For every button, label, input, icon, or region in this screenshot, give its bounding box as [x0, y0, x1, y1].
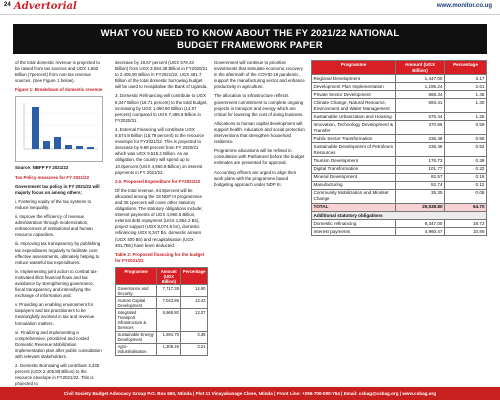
table-cell: 668.34	[396, 91, 445, 99]
revenue-chart	[16, 97, 102, 161]
table-row	[116, 309, 208, 331]
policy-item: ii. Improve the efficiency of revenue administration through modernization, enhancement of institutional and human resource capacities.	[15, 214, 93, 238]
table-total-row	[312, 203, 487, 211]
paragraph: 3. Domestic Refinancing will contribute to UGX 8,347 Billion (18.71 percent) to the total budget, increasing by UGX 1,060.90 Billion (14.57 percent) compared to UGX 7,486.5 Billion in FY2020/21.	[115, 93, 208, 123]
table-row	[312, 99, 487, 113]
table-cell: 1,195.24	[396, 83, 445, 91]
table-cell: Private Sector Development	[312, 91, 396, 99]
column-2	[115, 60, 208, 356]
table-cell: Public Sector Transformation	[312, 135, 396, 143]
table-header-row	[116, 267, 208, 284]
paragraph: Accounting officers are urged to align their work plans with the programme based budgeting approach under NDP III.	[214, 169, 297, 187]
chart-bar	[87, 147, 94, 149]
chart-bar	[32, 107, 39, 149]
table-cell: 1,447.00	[396, 75, 445, 83]
table-header: Percentage	[181, 267, 208, 284]
table-cell: 64.70	[445, 203, 487, 211]
table-cell: 1,309.26	[157, 343, 181, 355]
table-row	[312, 121, 487, 135]
table-cell: 14.90	[181, 285, 208, 297]
policy-heading: Tax Policy measures for FY 2021/22	[15, 174, 90, 180]
table-cell: Agro-Industrialisation	[116, 343, 157, 355]
table-cell: Innovation, Technology Development & Transfer	[312, 121, 396, 135]
table-cell: 7,043.86	[157, 297, 181, 309]
table-cell: 2.61	[445, 83, 487, 91]
table-row	[312, 228, 487, 236]
paragraph: Of the total revenue, 64.9percent will be allocated among the 18 NDP III programmes and 35.1percent will cover other statutory obligations. The statutory obligations include; interest payments of UGX 4,960.5 Billion, external debt repayment (UGX 1,854.2 Bn), project support (UGX 8,074.9 bn), domestic refinancing UGX 8,347 Bn, domestic arrears (UGX 400 Bn) and recapitalisation (UGX 481.7Bn) have been deducted.	[115, 187, 203, 248]
table-cell: 0.08	[445, 189, 487, 203]
table-cell: Tourism Development	[312, 157, 396, 165]
table-cell: 35.35	[396, 189, 445, 203]
table-cell: 10.86	[445, 228, 487, 236]
table-cell: Manufacturing	[312, 181, 396, 189]
table-row	[312, 113, 487, 121]
policy-item: v. Providing an enabling environment for taxpayers and tax practitioners to be meaningfully involved in tax and revenue formulation matters.	[15, 302, 95, 326]
chart-bar	[65, 145, 72, 149]
chart-bar	[43, 141, 50, 149]
page-number: 24	[4, 2, 11, 8]
table-cell: 101.77	[396, 165, 445, 173]
intro-paragraph: of the total domestic revenue is projected to be raised from tax sources and UGX 1,562 Billion (7percent) from non-tax revenue sources. (See Figure 1 below).	[15, 60, 100, 84]
expenditure-heading: 2.0. Proposed Expenditure for FY2021/22	[115, 178, 201, 184]
column-1	[15, 60, 103, 390]
paragraph: Government will continue to prioritise investments that stimulate economic recovery in the aftermath of the COVID-19 pandemic, support the manufacturing sector and enhance productivity in agriculture.	[214, 60, 305, 90]
table-row	[312, 165, 487, 173]
table-row	[312, 157, 487, 165]
table-cell: 8,347.00	[396, 220, 445, 228]
borrowing-paragraph: 2. Domestic Borrowing will contribute 3,435 percent (UGX 2,405.88 Billion) to the resource envelope in FY2021/22. This is projected to	[15, 363, 100, 387]
footer-bar: Civil Society Budget Advocacy Group P.O. Box 660, Ntinda | Plot 11 Vinayakanage Close, Ntinda | Front Line: +256-700-000-764 | Email: csbag@csbag.org | www.csbag.org	[0, 387, 500, 400]
table-section-label: Additional statutory obligations	[312, 211, 487, 219]
table-row	[312, 75, 487, 83]
table-row	[116, 285, 208, 297]
table-row	[312, 135, 487, 143]
chart-bar	[54, 137, 61, 149]
table-cell: 0.22	[445, 165, 487, 173]
policy-item: vi. Finalizing and implementing a comprehensive, prioritized and costed Domestic Revenue Mobilization implementation plan after public consultation with relevant stakeholders.	[15, 329, 102, 359]
table-cell: 3.17	[445, 75, 487, 83]
allocation-table	[311, 60, 487, 236]
column-3	[214, 60, 306, 191]
table-cell: 1.30	[445, 99, 487, 113]
table-cell: 5,968.80	[157, 309, 181, 331]
table-cell: 0.56	[445, 135, 487, 143]
table-row	[312, 220, 487, 228]
table-cell: 3.21	[181, 343, 208, 355]
table-cell: Community Mobilization and Mindset Change	[312, 189, 396, 203]
table-cell: 0.18	[445, 173, 487, 181]
table-cell: 7,717.39	[157, 285, 181, 297]
table-cell: 1.26	[445, 113, 487, 121]
table-cell: 0.39	[445, 157, 487, 165]
table-cell: 1.45	[445, 91, 487, 99]
table-cell: 235.48	[396, 135, 445, 143]
paragraph: decrease by 18.67 percent (UGX 579.43 Billion) from UGX 3,084.38 Billion in FY2020/21 to 2,405.90 Billion in FY2021/22. UGX 481.7 Billion of the total domestic borrowing budget will be used to recapitalise the Bank of Uganda.	[115, 60, 208, 90]
table-row	[116, 297, 208, 309]
table-cell: 82.57	[396, 173, 445, 181]
table-section-row	[312, 211, 487, 219]
table-header-row	[312, 61, 487, 75]
figure-source: Source: NBFP FY 2021/22	[15, 165, 69, 171]
brand-text: www.monitor.co.ug	[436, 3, 492, 9]
table-cell: Interest payments	[312, 228, 396, 236]
table-cell: Governance and Security	[116, 285, 157, 297]
table-row	[116, 343, 208, 355]
section-tag: Advertorial	[14, 1, 77, 12]
paragraph: Programme allocations will be refined in consultation with Parliament before the budget estimates are presented for approval.	[214, 148, 305, 166]
headline-banner	[13, 24, 487, 54]
table-row	[312, 91, 487, 99]
table-cell: TOTAL	[312, 203, 396, 211]
table-caption: Table 2: Proposed financing for the budget for FY2021/22	[115, 251, 205, 263]
table-row	[312, 143, 487, 157]
table-cell: 29,538.80	[396, 203, 445, 211]
table-cell: 13.43	[181, 297, 208, 309]
table-header: Amount (UGX Billion)	[396, 61, 445, 75]
table-cell: 0.52	[445, 143, 487, 157]
table-cell: Sustainable Development of Petroleum Resources	[312, 143, 396, 157]
revenue-figure	[15, 96, 103, 162]
table-cell: 235.48	[396, 143, 445, 157]
table-cell: Human Capital Development	[116, 297, 157, 309]
table-row	[312, 181, 487, 189]
table-header: Amount (UGX Billion)	[157, 267, 181, 284]
table-cell: 0.12	[445, 181, 487, 189]
table-cell: Mineral Development	[312, 173, 396, 181]
headline-line-1: WHAT YOU NEED TO KNOW ABOUT THE FY 2021/22 NATIONAL	[100, 28, 400, 39]
chart-bar	[76, 146, 83, 149]
table-cell: 18.72	[445, 220, 487, 228]
table-cell: 3.38	[181, 331, 208, 343]
table-header: Programme	[312, 61, 396, 75]
table-cell: Digital Transformation	[312, 165, 396, 173]
paragraph: 4. External Financing will contribute UGX 8,574.9 Billion (15.78 percent) to the resource envelope for FY2021/22. This is projected to decrease by 9.88 percent from FY 2020/21 which was UGX 9,515.2 Billion. As an obligation, the country will spend up to 10.0percent (UGX 4,960.5 Billion) on interest payments in FY 2021/22.	[115, 126, 205, 175]
table-row	[312, 173, 487, 181]
table-cell: Domestic refinancing	[312, 220, 396, 228]
financing-table	[115, 267, 208, 356]
table-cell: 4,960.47	[396, 228, 445, 236]
policy-item: iii. Improving tax transparency by publishing tax expenditures regularly to facilitate cost-effective assessments, ultimately helping to reduce wasteful tax expenditures.	[15, 241, 101, 265]
policy-item: i. Fostering equity of the tax systems to reduce inequality.	[15, 198, 92, 210]
table-cell: Sustainable Energy Development	[116, 331, 157, 343]
table-cell: 575.44	[396, 113, 445, 121]
table-header: Percentage	[445, 61, 487, 75]
table-cell: Sustainable Urbanization and Housing	[312, 113, 396, 121]
table-cell: 1,694.70	[157, 331, 181, 343]
paragraph: The allocation to infrastructure reflects government commitment to complete ongoing projects in transport and energy which are critical for lowering the cost of doing business.	[214, 93, 304, 117]
table-row	[312, 83, 487, 91]
table-cell: Regional Development	[312, 75, 396, 83]
table-cell: 370.86	[396, 121, 445, 135]
policy-intro: Government tax policy in FY 2021/22 will majorly focus on among others;	[15, 183, 100, 195]
table-cell: 52.74	[396, 181, 445, 189]
table-cell: Integrated Transport Infrastructure & Services	[116, 309, 157, 331]
paragraph: Allocations to human capital development will support health, education and social protection interventions that strengthen household resilience.	[214, 120, 305, 145]
page-header	[0, 0, 500, 15]
programme-allocation-table	[311, 60, 487, 236]
figure-caption: Figure 1: Breakdown of domestic revenue	[15, 87, 103, 93]
table-cell: 593.41	[396, 99, 445, 113]
table-header: Programme	[116, 267, 157, 284]
table-row	[116, 331, 208, 343]
table-row	[312, 189, 487, 203]
table-cell: Climate Change, Natural Resource, Environment and Water Management	[312, 99, 396, 113]
policy-item: iv. Implementing joint action to combat tax-motivated illicit financial flows and tax avoidance by strengthening governance, fiscal transparency and intensifying the exchange of information and;	[15, 268, 98, 299]
table-cell: 176.73	[396, 157, 445, 165]
table-cell: 13.07	[181, 309, 208, 331]
table-cell: Development Plan Implementation	[312, 83, 396, 91]
headline-line-2: BUDGET FRAMEWORK PAPER	[177, 40, 323, 51]
table-cell: 0.59	[445, 121, 487, 135]
